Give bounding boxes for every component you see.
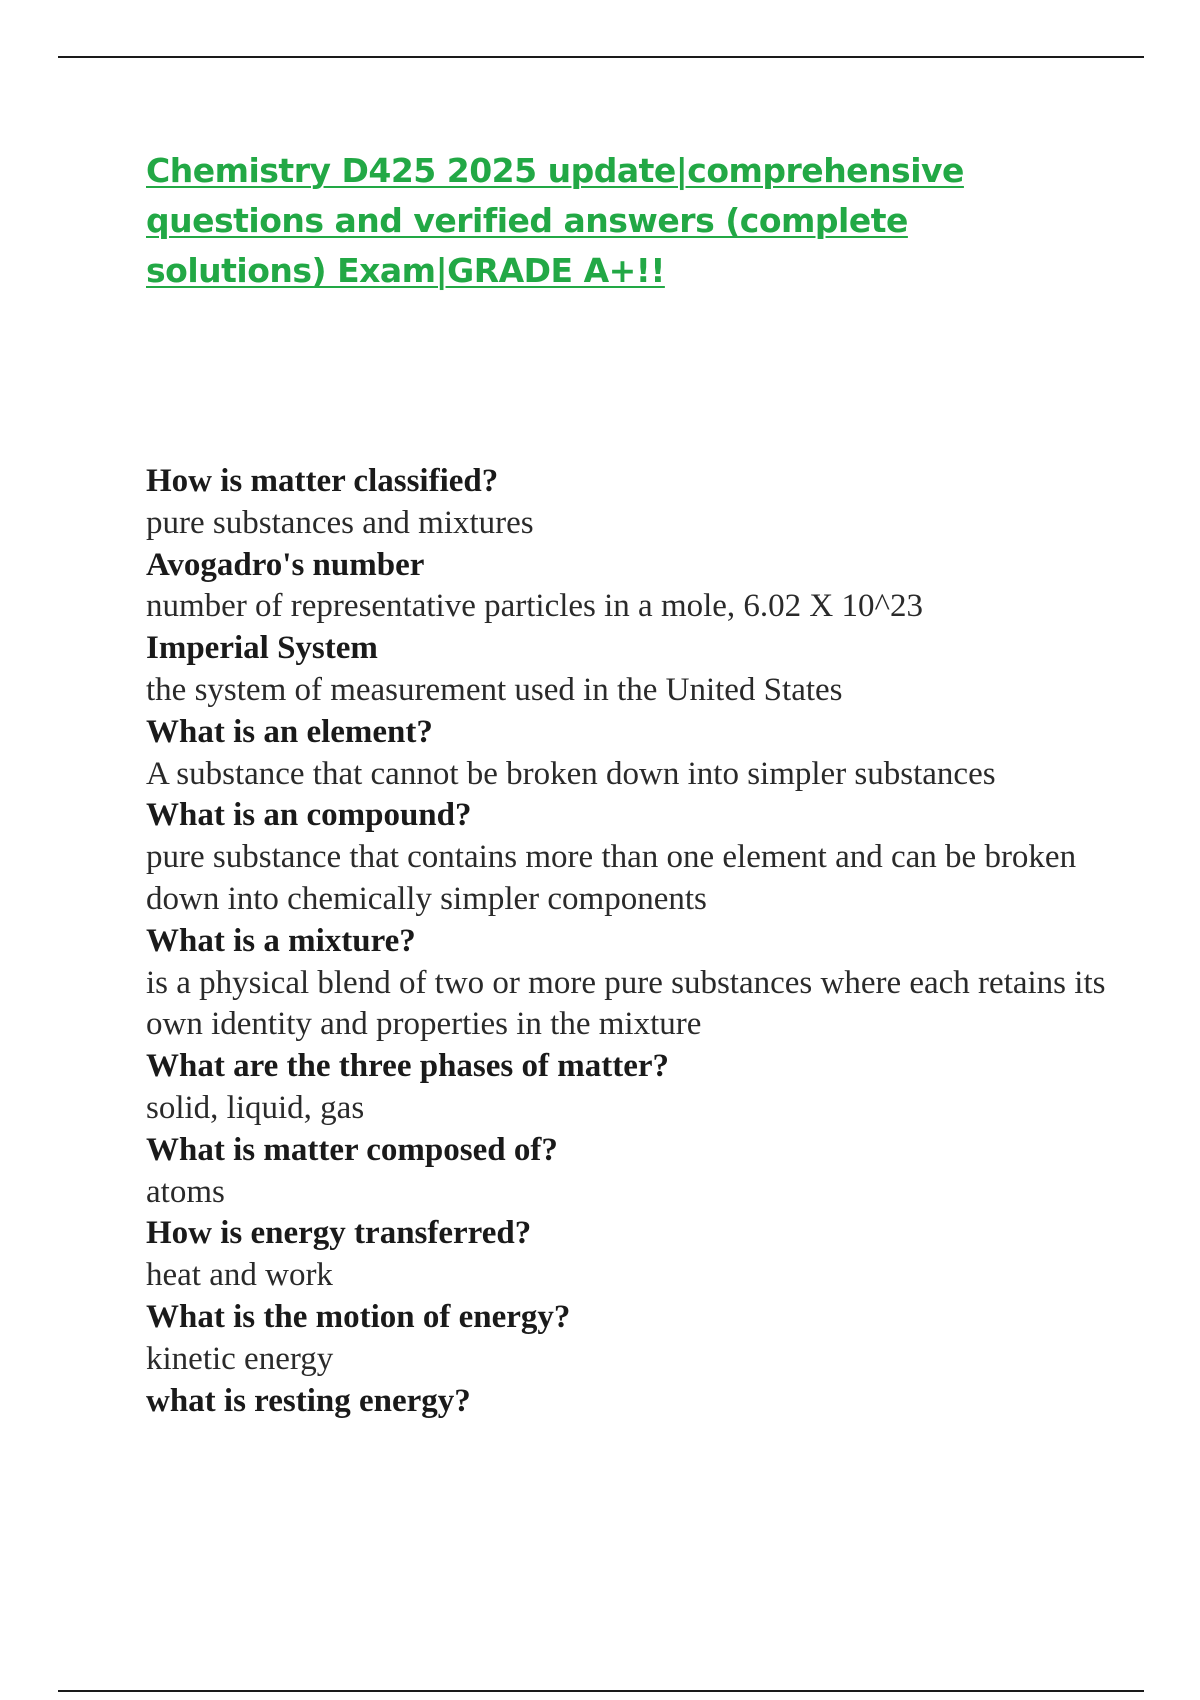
answer: pure substance that contains more than one element and can be broken down into chemically simpler components (146, 839, 1077, 917)
answer: atoms (146, 1173, 225, 1210)
document-title: Chemistry D425 2025 update|comprehensive questions and verified answers (complete solutions) Exam|GRADE A+!! (146, 151, 964, 290)
question: How is matter classified? (146, 463, 499, 499)
question: How is energy transferred? (146, 1215, 532, 1252)
trailing-question: what is resting energy? (146, 1382, 471, 1419)
question: What is matter composed of? (146, 1131, 558, 1168)
answer: is a physical blend of two or more pure substances where each retains its own identity and properties in the mixture (146, 964, 1106, 1043)
answer: the system of measurement used in the United States (146, 671, 843, 708)
answer: kinetic energy (146, 1340, 334, 1377)
question: Avogadro's number (146, 546, 425, 583)
question: What are the three phases of matter? (146, 1048, 670, 1085)
qa-list (146, 461, 1106, 1422)
answer: A substance that cannot be broken down into simpler substances (146, 755, 996, 792)
question: Imperial System (146, 630, 378, 667)
header-rule (58, 56, 1144, 58)
answer: solid, liquid, gas (146, 1089, 365, 1126)
answer: pure substances and mixtures (146, 504, 534, 541)
question: What is an compound? (146, 797, 472, 834)
question: What is an element? (146, 713, 433, 750)
answer: heat and work (146, 1257, 333, 1294)
question: What is the motion of energy? (146, 1298, 571, 1335)
answer: number of representative particles in a mole, 6.02 X 10^23 (146, 588, 923, 625)
footer-rule (58, 1690, 1144, 1692)
question: What is a mixture? (146, 922, 416, 959)
